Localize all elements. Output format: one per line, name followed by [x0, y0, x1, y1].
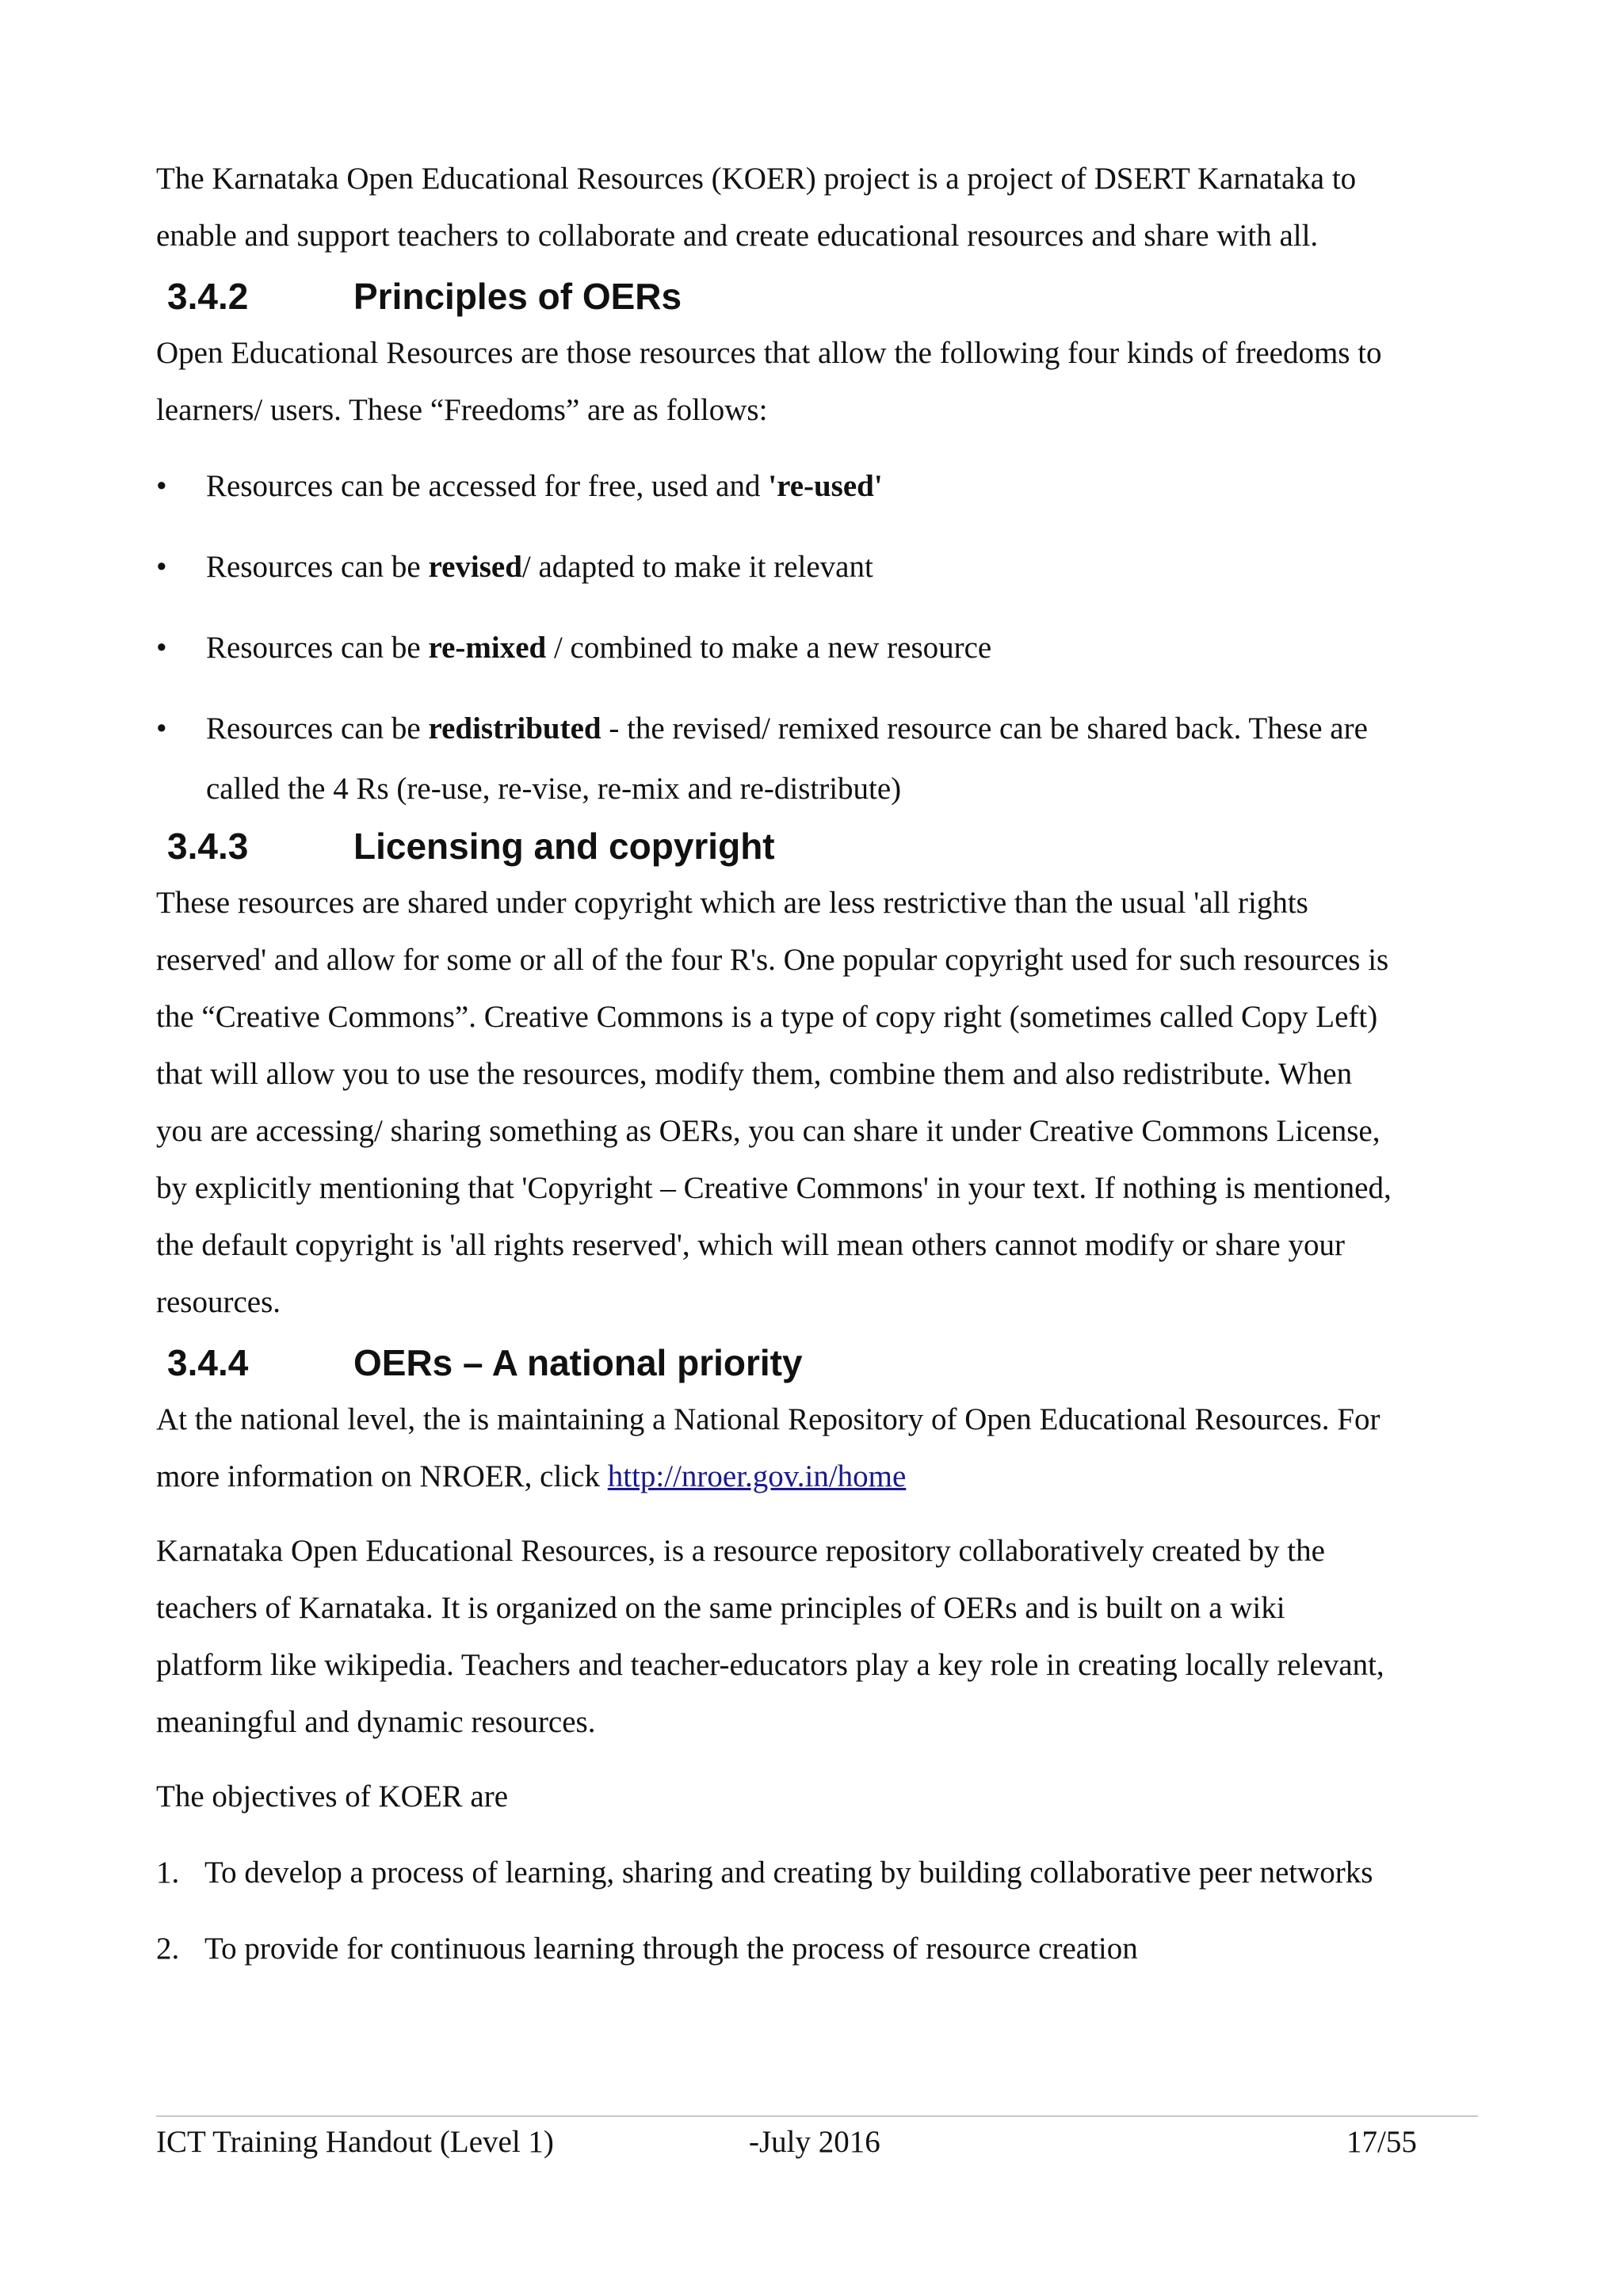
- list-item: [156, 618, 1478, 678]
- list-item: [156, 1844, 1478, 1901]
- section-heading-3-4-3: [156, 818, 1478, 875]
- intro-paragraph: [156, 151, 1478, 265]
- section-number: 3.4.2: [167, 276, 249, 317]
- intro-line: enable and support teachers to collaborate and create educational resources and share with all.: [156, 219, 1319, 253]
- list-item-text: Resources can be accessed for free, used and: [206, 469, 769, 503]
- intro-line: The Karnataka Open Educational Resources (KOER) project is a project of DSERT Karnataka to: [156, 162, 1357, 196]
- list-item-text: To provide for continuous learning through the process of resource creation: [204, 1932, 1138, 1966]
- list-item-text: / combined to make a new resource: [546, 631, 992, 665]
- paragraph-text: more information on NROER, click: [156, 1459, 608, 1493]
- paragraph-line: At the national level, the is maintaining a National Repository of Open Educational Resources. For: [156, 1402, 1381, 1436]
- paragraph-line: reserved' and allow for some or all of the four R's. One popular copyright used for such resources is: [156, 943, 1389, 977]
- national-priority-paragraph: [156, 1391, 1478, 1505]
- list-item-text: Resources can be: [206, 631, 429, 665]
- list-item: [156, 537, 1478, 597]
- paragraph-line: teachers of Karnataka. It is organized on the same principles of OERs and is built on a wiki: [156, 1591, 1285, 1625]
- list-item: [156, 1920, 1478, 1978]
- paragraph-line: Karnataka Open Educational Resources, is a resource repository collaboratively created by the: [156, 1534, 1325, 1568]
- list-number: 1.: [156, 1855, 180, 1890]
- list-item-text: Resources can be: [206, 550, 429, 584]
- section-title: Principles of OERs: [353, 276, 682, 317]
- bullet-icon: •: [156, 631, 167, 665]
- paragraph-line: platform like wikipedia. Teachers and teacher-educators play a key role in creating locally relevant,: [156, 1648, 1384, 1682]
- objectives-list: [156, 1844, 1478, 1978]
- footer-title: ICT Training Handout (Level 1): [156, 2125, 554, 2159]
- principles-paragraph: [156, 325, 1478, 439]
- licensing-paragraph: [156, 875, 1478, 1331]
- section-heading-3-4-4: [156, 1334, 1478, 1391]
- section-title: OERs – A national priority: [353, 1342, 803, 1383]
- list-item-text: - the revised/ remixed resource can be shared back. These are: [601, 711, 1368, 746]
- paragraph-line: learners/ users. These “Freedoms” are as follows:: [156, 393, 768, 427]
- page-footer: [156, 2115, 1478, 2159]
- document-page: [156, 151, 1478, 1978]
- list-item-emphasis: 're-used': [768, 469, 883, 503]
- koer-paragraph: [156, 1523, 1478, 1751]
- paragraph-line: the default copyright is 'all rights reserved', which will mean others cannot modify or share your: [156, 1228, 1345, 1262]
- list-item-emphasis: revised: [428, 550, 522, 584]
- list-item-emphasis: redistributed: [428, 711, 601, 746]
- section-number: 3.4.4: [167, 1342, 249, 1383]
- list-item-text: / adapted to make it relevant: [521, 550, 873, 584]
- list-item-text: Resources can be: [206, 711, 429, 746]
- objectives-intro: The objectives of KOER are: [156, 1779, 509, 1814]
- list-item: [156, 456, 1478, 517]
- freedoms-list: [156, 456, 1478, 819]
- footer-page-number: 17/55: [1346, 2125, 1417, 2159]
- paragraph-line: resources.: [156, 1285, 281, 1319]
- list-number: 2.: [156, 1932, 180, 1966]
- list-item-emphasis: re-mixed: [428, 631, 547, 665]
- section-title: Licensing and copyright: [353, 826, 775, 867]
- section-number: 3.4.3: [167, 826, 249, 867]
- list-item: [156, 699, 1478, 819]
- paragraph-line: These resources are shared under copyright which are less restrictive than the usual 'all rights: [156, 886, 1308, 920]
- nroer-link[interactable]: http://nroer.gov.in/home: [607, 1459, 907, 1493]
- footer-date: -July 2016: [749, 2125, 880, 2159]
- bullet-icon: •: [156, 469, 167, 503]
- list-item-text: To develop a process of learning, sharing and creating by building collaborative peer networks: [204, 1855, 1373, 1890]
- list-item-text: called the 4 Rs (re-use, re-vise, re-mix and re-distribute): [206, 772, 902, 806]
- paragraph-line: that will allow you to use the resources, modify them, combine them and also redistribute. When: [156, 1057, 1353, 1091]
- paragraph-line: Open Educational Resources are those resources that allow the following four kinds of freedoms to: [156, 336, 1382, 370]
- section-heading-3-4-2: [156, 268, 1478, 325]
- paragraph-line: you are accessing/ sharing something as OERs, you can share it under Creative Commons License,: [156, 1114, 1381, 1148]
- paragraph-line: the “Creative Commons”. Creative Commons is a type of copy right (sometimes called Copy Left): [156, 1000, 1378, 1034]
- bullet-icon: •: [156, 550, 167, 584]
- paragraph-line: by explicitly mentioning that 'Copyright – Creative Commons' in your text. If nothing is mentioned,: [156, 1171, 1392, 1205]
- paragraph-line: meaningful and dynamic resources.: [156, 1705, 596, 1739]
- bullet-icon: •: [156, 711, 167, 746]
- paragraph-line: [156, 1448, 1478, 1505]
